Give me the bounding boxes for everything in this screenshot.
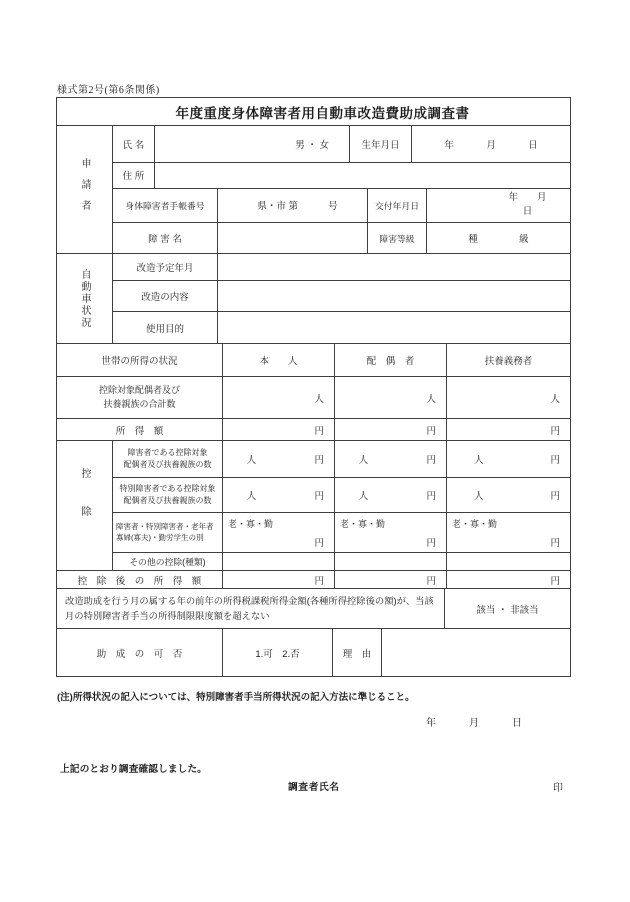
grade-label: 障害等級 bbox=[368, 223, 427, 253]
issue-date-label: 交付年月日 bbox=[368, 189, 427, 223]
vehicle-rows bbox=[113, 254, 570, 343]
deduction-category-spouse-field bbox=[335, 513, 447, 552]
content-field bbox=[218, 281, 570, 312]
deduction-disabled-spouse-field bbox=[335, 441, 447, 477]
deduction-category-line1: 障害者・特別障害者・老年者 bbox=[116, 521, 214, 531]
certificate-row bbox=[113, 189, 570, 224]
issue-date-field bbox=[427, 189, 570, 223]
deduction-category-self-field bbox=[223, 513, 335, 552]
income-status-label: 世帯の所得の状況 bbox=[57, 344, 223, 376]
title-row bbox=[57, 98, 570, 126]
decision-row bbox=[57, 629, 570, 676]
footer-day-unit: 日 bbox=[512, 718, 522, 729]
plan-field bbox=[218, 254, 570, 280]
yen-unit: 円 bbox=[426, 491, 436, 503]
decision-label: 助 成 の 可 否 bbox=[57, 629, 223, 676]
year-unit: 年 bbox=[444, 139, 454, 151]
form-title: 年度重度身体障害者用自動車改造費助成調査書 bbox=[175, 105, 470, 121]
address-field bbox=[155, 163, 570, 188]
surveyor-name-label: 調査者氏名 bbox=[288, 782, 340, 793]
address-row bbox=[113, 163, 570, 189]
deduction-category-line2: 寡婦(寡夫)・勤労学生の別 bbox=[116, 532, 204, 542]
column-supporter: 扶養義務者 bbox=[484, 356, 533, 367]
deduction-disabled-supporter-field bbox=[447, 441, 570, 477]
dependents-self-field: 人 bbox=[223, 377, 335, 418]
plan-label: 改造予定年月 bbox=[113, 254, 218, 280]
category-options: 老・寡・勤 bbox=[228, 519, 274, 530]
decision-options: 1.可 2.否 bbox=[223, 629, 333, 676]
dependents-supporter-field: 人 bbox=[550, 393, 560, 405]
eligibility-condition bbox=[57, 589, 445, 628]
deduction-disabled-row bbox=[113, 441, 570, 478]
decision-reason-label: 理 由 bbox=[333, 629, 382, 676]
deduction-disabled-self-field bbox=[223, 441, 335, 477]
after-deduction-label: 控 除 後 の 所 得 額 bbox=[57, 571, 223, 588]
footer-year-unit: 年 bbox=[426, 718, 436, 729]
deduction-special-supporter-field bbox=[447, 478, 570, 513]
income-amount-label: 所 得 額 bbox=[57, 419, 223, 440]
content-label: 改造の内容 bbox=[113, 281, 218, 312]
issue-day: 日 bbox=[522, 206, 533, 218]
content-row bbox=[113, 281, 570, 313]
grade-field bbox=[427, 223, 570, 253]
eligibility-condition-text: 改造助成を行う月の属する年の前年の所得税課税所得金額(各種所得控除後の額)が、当該月の特別障害者手当の所得制限限度額を超えない bbox=[65, 595, 434, 621]
form-number: 様式第2号(第6条関係) bbox=[57, 85, 160, 96]
column-spouse: 配 偶 者 bbox=[335, 344, 447, 376]
category-options: 老・寡・勤 bbox=[452, 519, 498, 530]
person-unit: 人 bbox=[358, 491, 369, 503]
deduction-disabled-line1: 障害者である控除対象 bbox=[127, 448, 208, 458]
deduction-special-self-field bbox=[223, 478, 335, 513]
person-unit: 人 bbox=[246, 491, 257, 503]
deduction-category-label bbox=[113, 513, 223, 552]
deduction-category-supporter-field bbox=[447, 513, 570, 552]
certificate-number-field bbox=[218, 189, 368, 223]
income-supporter-field: 円 bbox=[550, 425, 560, 437]
confirmation-statement: 上記のとおり調査確認しました。 bbox=[60, 764, 207, 775]
after-deduction-supporter-field: 円 bbox=[550, 575, 560, 587]
dependents-spouse-field: 人 bbox=[335, 377, 447, 418]
decision-reason-field bbox=[382, 629, 570, 676]
disability-field bbox=[218, 223, 368, 253]
deduction-disabled-label bbox=[113, 441, 223, 477]
birthdate-field bbox=[412, 126, 570, 162]
person-unit: 人 bbox=[474, 454, 484, 466]
category-options: 老・寡・勤 bbox=[340, 519, 386, 530]
eligibility-row bbox=[57, 589, 570, 629]
purpose-label: 使用目的 bbox=[113, 312, 218, 343]
applicant-group-label: 申請者 bbox=[57, 126, 113, 253]
income-self-field: 円 bbox=[223, 419, 335, 440]
dependents-row bbox=[57, 377, 570, 419]
deduction-special-line2: 配偶者及び扶養親族の数 bbox=[123, 496, 212, 506]
dependents-label bbox=[57, 377, 223, 418]
plan-row bbox=[113, 254, 570, 281]
deduction-group-label: 控除 bbox=[57, 441, 113, 570]
deduction-other-label: その他の控除(種類) bbox=[113, 553, 223, 570]
yen-unit: 円 bbox=[314, 491, 324, 503]
dependents-label-line1: 控除対象配偶者及び bbox=[98, 385, 180, 396]
column-self: 本 人 bbox=[223, 344, 335, 376]
yen-unit: 円 bbox=[426, 454, 436, 466]
deduction-category-row bbox=[113, 513, 570, 553]
deduction-special-label bbox=[113, 478, 223, 513]
deduction-section bbox=[57, 441, 570, 571]
after-deduction-self-field: 円 bbox=[223, 571, 335, 588]
after-deduction-row bbox=[57, 571, 570, 589]
deduction-special-row bbox=[113, 478, 570, 514]
purpose-row bbox=[113, 312, 570, 343]
disability-row bbox=[113, 223, 570, 253]
person-unit: 人 bbox=[358, 454, 369, 466]
deduction-other-spouse-field bbox=[335, 553, 447, 570]
name-row bbox=[113, 126, 570, 163]
name-label: 氏 名 bbox=[113, 126, 155, 162]
certificate-label: 身体障害者手帳番号 bbox=[113, 189, 218, 223]
deduction-other-self-field bbox=[223, 553, 335, 570]
applicant-section bbox=[57, 126, 570, 254]
grade-class-unit: 級 bbox=[519, 234, 529, 246]
yen-unit: 円 bbox=[550, 538, 560, 550]
yen-unit: 円 bbox=[550, 491, 560, 503]
applicant-rows bbox=[113, 126, 570, 253]
eligibility-options: 該当 ・ 非該当 bbox=[476, 604, 539, 616]
grade-type-unit: 種 bbox=[468, 234, 478, 246]
day-unit: 日 bbox=[528, 139, 538, 151]
deduction-other-row bbox=[113, 553, 570, 570]
deduction-special-line1: 特別障害者である控除対象 bbox=[119, 484, 216, 494]
after-deduction-spouse-field: 円 bbox=[335, 571, 447, 588]
footer-month-unit: 月 bbox=[469, 718, 479, 729]
income-header-row bbox=[57, 344, 570, 377]
person-unit: 人 bbox=[246, 454, 257, 466]
deduction-rows bbox=[113, 441, 570, 570]
person-unit: 人 bbox=[474, 491, 484, 503]
issue-year-month: 年 月 bbox=[508, 192, 547, 204]
survey-form-table bbox=[56, 97, 571, 677]
certificate-suffix: 号 bbox=[328, 201, 338, 213]
deduction-special-spouse-field bbox=[335, 478, 447, 513]
dependents-label-line2: 扶養親族の合計数 bbox=[103, 398, 176, 409]
deduction-other-supporter-field bbox=[447, 553, 570, 570]
yen-unit: 円 bbox=[426, 538, 436, 550]
footer-date bbox=[426, 714, 522, 729]
footnote: (注)所得状況の記入については、特別障害者手当所得状況の記入方法に準じること。 bbox=[57, 692, 415, 703]
vehicle-group-label: 自動車状況 bbox=[57, 254, 113, 343]
birthdate-label: 生年月日 bbox=[350, 126, 412, 162]
deduction-disabled-line2: 配偶者及び扶養親族の数 bbox=[123, 459, 212, 469]
vehicle-section bbox=[57, 254, 570, 344]
seal-label: 印 bbox=[553, 783, 563, 794]
name-field bbox=[155, 126, 350, 162]
yen-unit: 円 bbox=[314, 454, 324, 466]
certificate-prefix: 県・市 第 bbox=[257, 201, 299, 213]
disability-label: 障 害 名 bbox=[113, 223, 218, 253]
yen-unit: 円 bbox=[550, 454, 560, 466]
month-unit: 月 bbox=[486, 139, 496, 151]
sex-options: 男 ・ 女 bbox=[295, 139, 329, 151]
income-amount-row bbox=[57, 419, 570, 441]
income-spouse-field: 円 bbox=[335, 419, 447, 440]
yen-unit: 円 bbox=[314, 538, 324, 550]
purpose-field bbox=[218, 312, 570, 343]
address-label: 住 所 bbox=[113, 163, 155, 188]
